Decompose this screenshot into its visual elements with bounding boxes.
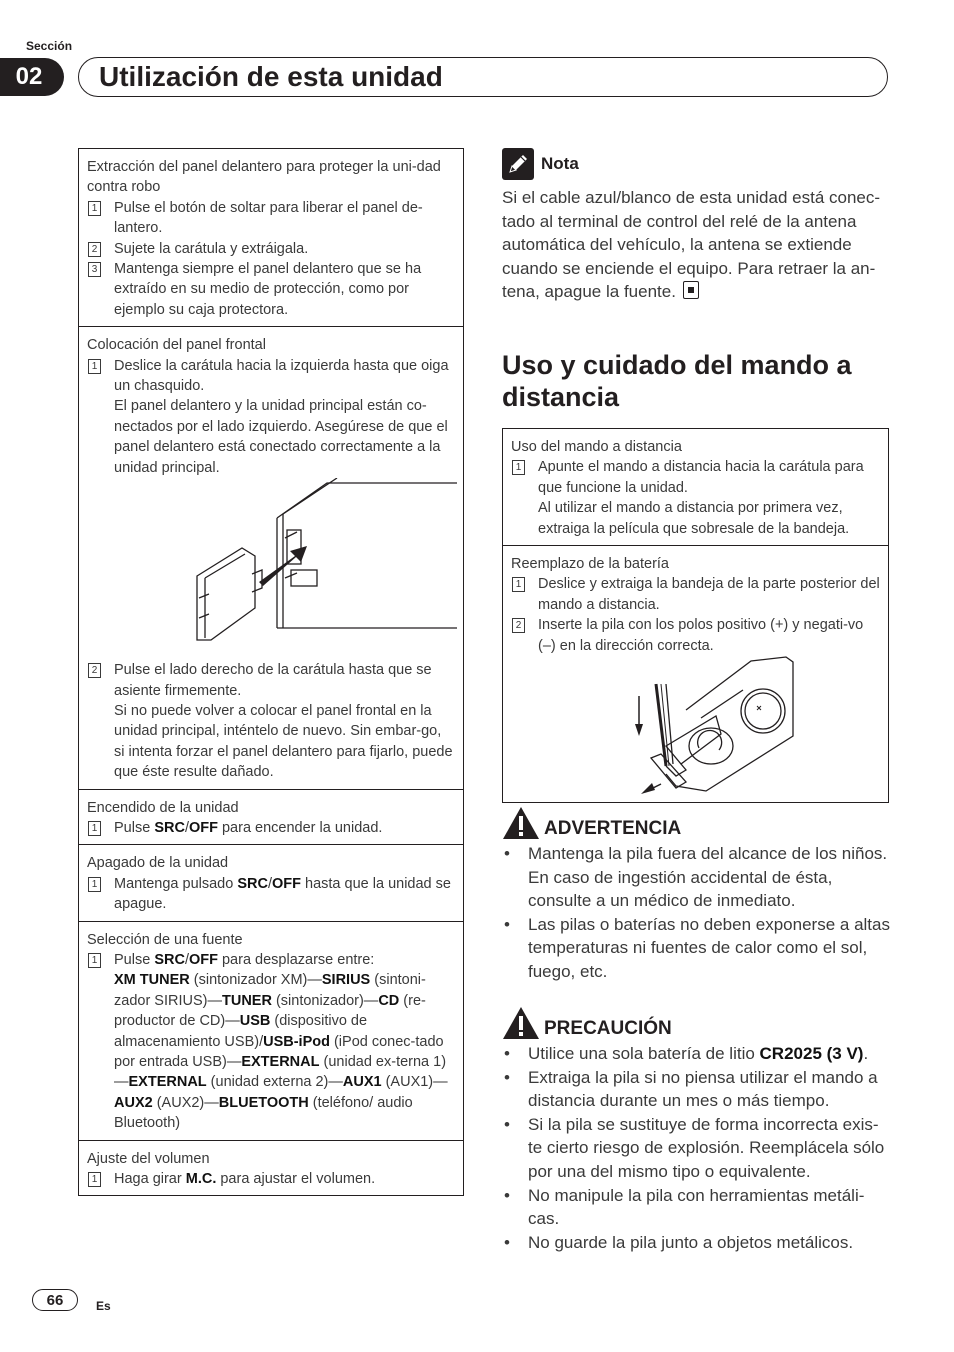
step-extra: El panel delantero y la unidad principal están co-nectados por el lado izquierdo. Asegúrese de que el panel delantero está conectado correctamente a la unidad principal. — [114, 398, 448, 476]
table-row — [79, 789, 463, 845]
source-desc: (unidad ex-terna 1)— — [114, 1054, 447, 1091]
language-code: Es — [96, 1299, 111, 1313]
step-number: 2 — [512, 618, 525, 633]
panel-attach-illustration — [87, 478, 455, 660]
step — [87, 356, 455, 478]
battery-type: CR2025 (3 V) — [759, 1044, 864, 1063]
step-number: 1 — [88, 201, 101, 216]
source-desc: (teléfono/ audio Bluetooth) — [114, 1094, 413, 1132]
step — [87, 239, 455, 259]
list-item: • Extraiga la pila si no piensa utilizar el mando a distancia durante un mes o más tiempo. — [502, 1066, 890, 1113]
table-row — [503, 545, 888, 802]
warning-triangle-icon — [502, 806, 540, 840]
list-item-text: Utilice una sola batería de litio — [528, 1044, 760, 1063]
section-label: Sección — [26, 39, 73, 53]
source-desc: (re-productor de CD)— — [114, 992, 426, 1030]
table-row — [79, 921, 463, 1140]
key-src: SRC — [154, 819, 185, 836]
left-instruction-table — [78, 148, 464, 1196]
warning-block — [502, 806, 890, 984]
source-name: XM TUNER — [114, 972, 190, 989]
row-title: Encendido de la unidad — [87, 799, 239, 816]
source-name: AUX1 — [342, 1074, 382, 1091]
row-title: Reemplazo de la batería — [511, 556, 669, 573]
key-off: OFF — [188, 819, 218, 836]
step-text: Pulse el lado derecho de la carátula hasta que se asiente firmemente. — [114, 662, 432, 699]
remote-instruction-table — [502, 428, 889, 803]
battery-replace-illustration — [511, 656, 880, 796]
step-text: Inserte la pila con los polos positivo (+) y negati-vo (–) en la dirección correcta. — [538, 617, 864, 654]
note-text: Si el cable azul/blanco de esta unidad está conec-tado al terminal de control del relé de la antena automática del vehículo, la antena se extiende cuando se enciende el equipo. Para retraer la an-tena, apague la fuente. — [502, 188, 881, 302]
source-desc: (unidad externa 2)— — [206, 1074, 343, 1091]
row-title: Apagado de la unidad — [87, 855, 229, 872]
step-number: 1 — [88, 821, 101, 836]
step-number: 1 — [88, 953, 101, 968]
step-text: hasta que la unidad se apague. — [114, 875, 451, 913]
source-desc: (sintonizador)— — [271, 992, 379, 1009]
remote-heading: Uso y cuidado del mando a distancia — [502, 350, 852, 412]
source-name: EXTERNAL — [241, 1054, 320, 1070]
list-item: • Mantenga la pila fuera del alcance de los niños. En caso de ingestión accidental de ésta, consulte a un médico de inmediato. — [502, 842, 890, 913]
separator: / — [267, 875, 272, 892]
step — [87, 198, 455, 239]
step-text: para ajustar el volumen. — [216, 1171, 376, 1188]
step — [87, 818, 455, 838]
key-src: SRC — [237, 875, 268, 892]
step-number: 2 — [88, 663, 101, 678]
row-title: Ajuste del volumen — [87, 1150, 210, 1167]
row-title: Colocación del panel frontal — [87, 337, 266, 354]
caution-triangle-icon — [502, 1006, 540, 1040]
source-name: TUNER — [221, 992, 272, 1009]
step — [511, 574, 880, 615]
step — [511, 457, 880, 539]
battery-tray-diagram-icon — [511, 656, 881, 796]
table-row — [79, 149, 463, 326]
section-title: Utilización de esta unidad — [78, 57, 888, 97]
step-number: 1 — [512, 460, 525, 475]
table-row — [79, 326, 463, 788]
step-text: para encender la unidad. — [217, 819, 383, 836]
separator: / — [184, 951, 189, 968]
step-text: Haga girar — [114, 1171, 186, 1188]
step-number: 3 — [88, 262, 101, 277]
table-row — [79, 844, 463, 920]
list-item: • No manipule la pila con herramientas metáli-cas. — [502, 1184, 890, 1231]
faceplate-diagram-icon — [87, 478, 457, 660]
row-title: Uso del mando a distancia — [511, 439, 682, 455]
step-text: Pulse — [114, 819, 155, 836]
source-desc: (AUX1)— — [381, 1074, 448, 1091]
step — [87, 259, 455, 320]
step-text: Sujete la carátula y extráigala. — [114, 240, 309, 257]
source-desc: (AUX2)— — [152, 1094, 219, 1111]
step — [87, 660, 455, 782]
step-text: Mantenga pulsado — [114, 875, 238, 892]
step-number: 2 — [88, 242, 101, 257]
source-name: BLUETOOTH — [218, 1094, 309, 1111]
note-label: Nota — [541, 154, 579, 173]
step-text: Apunte el mando a distancia hacia la carátula para que funcione la unidad. — [538, 459, 864, 496]
row-title: Extracción del panel delantero para proteger la uni-dad contra robo — [87, 159, 441, 196]
step-text: Pulse el botón de soltar para liberar el panel de-lantero. — [114, 199, 423, 237]
source-name: SIRIUS — [321, 972, 371, 989]
step-text: Pulse — [114, 951, 155, 968]
source-name: USB — [239, 1013, 271, 1030]
source-desc: (iPod conec-tado por entrada USB)— — [114, 1033, 444, 1070]
key-off: OFF — [188, 951, 218, 968]
key-src: SRC — [154, 951, 185, 968]
caution-label: PRECAUCIÓN — [544, 1018, 672, 1039]
source-desc: (sintonizador XM)— — [189, 972, 322, 989]
list-item — [502, 1042, 890, 1066]
list-item: • Las pilas o baterías no deben exponerse a altas temperaturas ni fuentes de calor como el sol, fuego, etc. — [502, 913, 890, 984]
list-item: • Si la pila se sustituye de forma incorrecta exis-te cierto riesgo de explosión. Reemplácela sólo por una del mismo tipo o equivalente. — [502, 1113, 890, 1184]
step-text: Deslice la carátula hacia la izquierda hasta que oiga un chasquido. — [114, 357, 449, 395]
step — [87, 950, 455, 1134]
source-name: USB-iPod — [263, 1033, 330, 1050]
pencil-note-icon — [502, 148, 534, 180]
list-item: • No guarde la pila junto a objetos metálicos. — [502, 1231, 890, 1255]
caution-block — [502, 1006, 890, 1254]
source-name: CD — [378, 992, 400, 1009]
source-desc: (sintoni-zador SIRIUS)— — [114, 972, 426, 1009]
step — [87, 874, 455, 915]
table-row — [79, 1140, 463, 1196]
warning-label: ADVERTENCIA — [544, 818, 682, 839]
step — [87, 1169, 455, 1189]
row-title: Selección de una fuente — [87, 931, 243, 948]
step-text: para desplazarse entre: — [217, 951, 375, 968]
source-list — [114, 970, 455, 1133]
source-desc: (dispositivo de almacenamiento USB)/ — [114, 1013, 368, 1050]
table-row — [503, 429, 888, 545]
step-text: Mantenga siempre el panel delantero que se ha extraído en su medio de protección, como por ejemplo su caja protectora. — [114, 261, 422, 318]
list-item-end: . — [863, 1044, 869, 1063]
end-mark-icon — [683, 281, 699, 299]
step-extra: Al utilizar el mando a distancia por primera vez, extraiga la película que sobresale de la bandeja. — [538, 500, 850, 537]
step-number: 1 — [88, 359, 101, 374]
step-text: Deslice y extraiga la bandeja de la parte posterior del mando a distancia. — [538, 576, 880, 613]
section-number: 02 — [0, 58, 64, 96]
step-extra: Si no puede volver a colocar el panel frontal en la unidad principal, inténtelo de nuevo. Sin embar-go, si intenta forzar el panel delantero para fijarlo, puede que éste resulte dañado. — [114, 702, 453, 781]
step-number: 1 — [512, 577, 525, 592]
source-name: EXTERNAL — [128, 1074, 207, 1091]
key-mc: M.C. — [185, 1171, 217, 1188]
note-block — [502, 148, 890, 304]
page-number: 66 — [32, 1289, 78, 1311]
step-number: 1 — [88, 877, 101, 892]
step-number: 1 — [88, 1172, 101, 1187]
source-name: AUX2 — [114, 1094, 153, 1111]
step — [511, 615, 880, 656]
key-off: OFF — [272, 875, 301, 892]
separator: / — [184, 819, 189, 836]
